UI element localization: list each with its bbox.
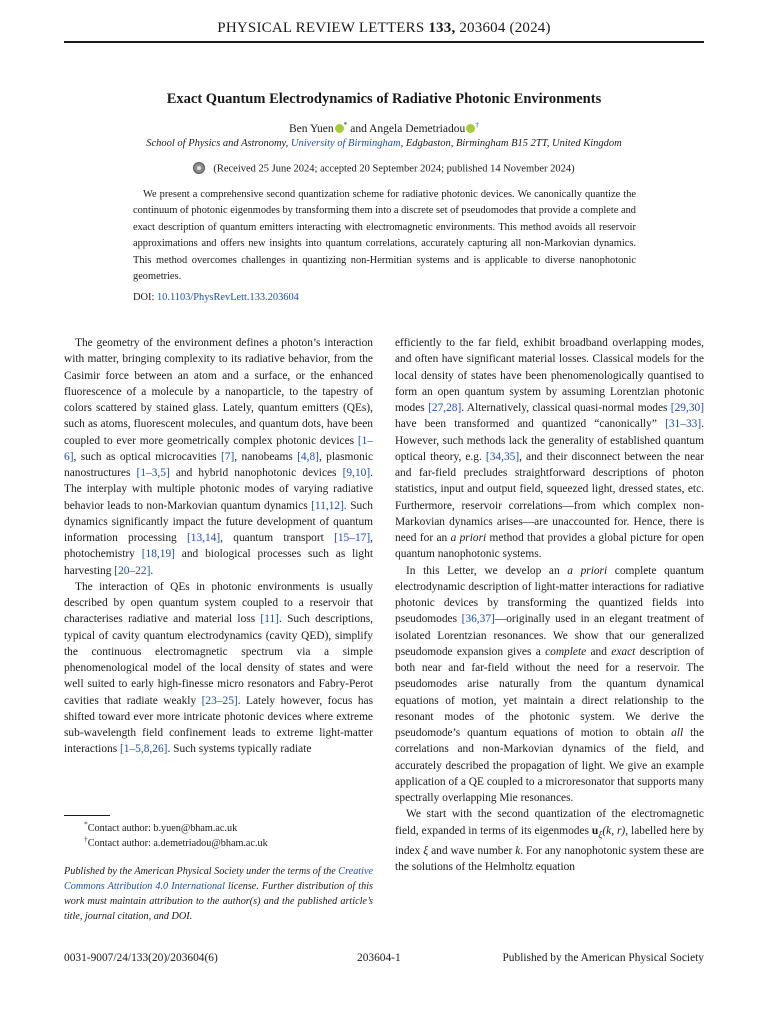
reference-link[interactable]: [11] (260, 613, 279, 626)
reference-link[interactable]: [18,19] (141, 548, 175, 561)
doi-label: DOI: (133, 292, 155, 303)
reference-link[interactable]: [11,12] (311, 499, 344, 512)
author-name: Ben Yuen (289, 123, 334, 135)
math-symbol: u (591, 824, 599, 837)
university-link[interactable]: University of Birmingham (290, 138, 401, 149)
reference-link[interactable]: [34,35] (485, 450, 520, 463)
reference-link[interactable]: [20–22] (114, 564, 151, 577)
left-column (64, 335, 373, 758)
math-symbol: k (515, 845, 521, 858)
abstract: We present a comprehensive second quantization scheme for radiative photonic devices. We canonically quantize the continuum of photonic eigenmodes by transforming them into a discrete set of pseudomodes that provide a complete and exact description of quantum emitters interacting with electromagnetic environments. This method avoids all reservoir approximations and offers new insights into quantum correlations, accurately capturing all non-Markovian dynamics. This method overcomes challenges in quantizing non-Hermitian systems and is applicable to diverse nanophotonic geometries. (133, 189, 636, 283)
paragraph: The interaction of QEs in photonic environments is usually described by open quantum system coupled to a reservoir that characterises radiative and material loss [11]. Such descriptions, typical of cavity quantum electrodynamics (cavity QED), simplify the continuous electromagnetic spectrum via a simple phenomenological model of the local density of states and were well suited to early high-finesse micro resonators and Fabry-Perot cavities that radiate weakly [23–25]. Lately however, focus has shifted toward ever more intricate photonic devices where extreme sub-wavelength field confinement leads to extreme light-matter interactions [1–5,8,26]. Such systems typically radiate (64, 580, 374, 756)
reference-link[interactable]: [29,30] (670, 402, 704, 414)
footnote: †Contact author: a.demetriadou@bham.ac.uk (84, 834, 268, 849)
crossmark-icon[interactable] (193, 162, 205, 174)
footnotes (64, 821, 373, 851)
author-name: Angela Demetriadou (369, 123, 466, 135)
reference-link[interactable]: [4,8] (297, 450, 319, 463)
reference-link[interactable]: [13,14] (186, 532, 221, 544)
license-notice: Published by the American Physical Society under the terms of the Creative Commons Attribution 4.0 International license. Further distribution of this work must maintain attribution to the author(s) and the published article’s title, journal citation, and DOI. (64, 866, 373, 922)
article-number: 203604 (2024) (459, 20, 551, 36)
footnote: *Contact author: b.yuen@bham.ac.uk (84, 819, 238, 834)
reference-link[interactable]: [15–17] (334, 532, 371, 544)
reference-link[interactable]: [7] (220, 450, 235, 463)
author-conjunction: and (350, 123, 367, 135)
footer-issn: 0031-9007/24/133(20)/203604(6) (64, 952, 218, 964)
footer-publisher: Published by the American Physical Society (502, 952, 704, 964)
journal-header (64, 20, 704, 37)
paragraph: efficiently to the far field, exhibit broadband overlapping modes, and often have significant material losses. Classical models for the local density of states have been phenomenologically quantised to form an open quantum system by assuming Lorentzian photonic modes [27,28]. Alternatively, classical quasi-normal modes [29,30] have been transformed and quantized “canonically” [31–33]. However, such methods lack the generality of established quantum optical theory, e.g. [34,35], and their disconnect between the near and far-field precludes straightforward descriptions of photon statistics, input and output field, squeezed light, dressed states, etc. Furthermore, reservoir correlations—from which complex non-Markovian dynamics arises—are unaccounted for. Hence, there is need for an a priori method that provides a global picture for open quantum nanophotonic systems. (395, 337, 704, 561)
paper-title: Exact Quantum Electrodynamics of Radiative Photonic Environments (166, 91, 602, 107)
reference-link[interactable]: [23–25] (201, 694, 238, 707)
reference-link[interactable]: [31–33] (665, 418, 702, 431)
affiliation-text: , Edgbaston, Birmingham B15 2TT, United Kingdom (400, 138, 622, 149)
orcid-icon[interactable] (466, 124, 475, 133)
paragraph: The geometry of the environment defines a photon’s interaction with matter, bringing complexity to its radiative behavior, from the Casimir force between an atom and a surface, or the enhanced fluorescence of a molecule by a nanoparticle, to the tapestry of colors scattered by stained glass. Lately, quantum emitters (QEs), such as atoms, fluorescent molecules, and quantum dots, have been coupled to ever more geometrically complex photonic devices [1–6], such as optical microcavities [7], nanobeams [4,8], plasmonic nanostructures [1–3,5] and hybrid nanophotonic devices [9,10]. The interplay with multiple photonic modes of varying radiative behavior leads to non-Markovian quantum dynamics [11,12]. Such dynamics significantly impact the future development of quantum information processing [13,14], quantum transport [15–17], photochemistry [18,19] and biological processes such as light harvesting [20–22]. (64, 337, 373, 577)
affiliation (64, 138, 704, 149)
journal-name: PHYSICAL REVIEW LETTERS (217, 20, 425, 36)
reference-link[interactable]: [27,28] (428, 402, 462, 414)
journal-volume: 133, (428, 20, 456, 36)
math-symbol: ξ (423, 845, 429, 858)
author-line (64, 120, 704, 135)
math-symbol: (k, r) (602, 824, 626, 837)
reference-link[interactable]: [36,37] (461, 613, 495, 626)
affiliation-text: School of Physics and Astronomy, (146, 138, 291, 149)
reference-link[interactable]: [1–6] (64, 434, 373, 463)
footnote-rule (64, 815, 110, 816)
reference-link[interactable]: [1–3,5] (136, 467, 170, 479)
author-mark: * (343, 120, 348, 130)
reference-link[interactable]: [1–5,8,26] (120, 743, 168, 756)
license-link[interactable]: Creative Commons Attribution 4.0 International (64, 866, 373, 892)
reference-link[interactable]: [9,10] (342, 467, 371, 479)
received-text: (Received 25 June 2024; accepted 20 September 2024; published 14 November 2024) (213, 163, 575, 175)
author-mark[interactable]: † (475, 120, 479, 130)
doi-link[interactable]: 10.1103/PhysRevLett.133.203604 (156, 292, 299, 303)
orcid-icon[interactable] (335, 124, 344, 133)
doi-line (133, 292, 299, 303)
header-rule (64, 41, 704, 43)
paragraph: In this Letter, we develop an a priori complete quantum electrodynamic description of light-matter interactions for radiative photonic devices by transforming the quantized fields into pseudomodes [36,37]—originally used in an elegant treatment of isolated Lorentzian resonances. We show that our generalized pseudomode expansion gives a complete and exact description of both near and far-field without the need for a reservoir. The pseudomodes arise naturally from the quantum dynamical equations of motion, yet maintain a direct relationship to the resonant modes of the photonic system. We derive the pseudomode’s quantum equations of motion to obtain all the correlations and non-Markovian dynamics of the field, and accurately described the propagation of light. We give an example application of a QE coupled to a microresonator that supports many spectrally overlapping Mie resonances. (395, 564, 705, 804)
right-column (395, 335, 704, 876)
footer-page-number: 203604-1 (357, 952, 401, 964)
received-dates (64, 163, 704, 175)
paragraph: We start with the second quantization of the electromagnetic field, expanded in terms of its eigenmodes $u_\xi(k$, r), labelled here by index ξ and wave number k. For any nanophotonic system these are the solutions of the Helmholtz equation (395, 808, 705, 874)
